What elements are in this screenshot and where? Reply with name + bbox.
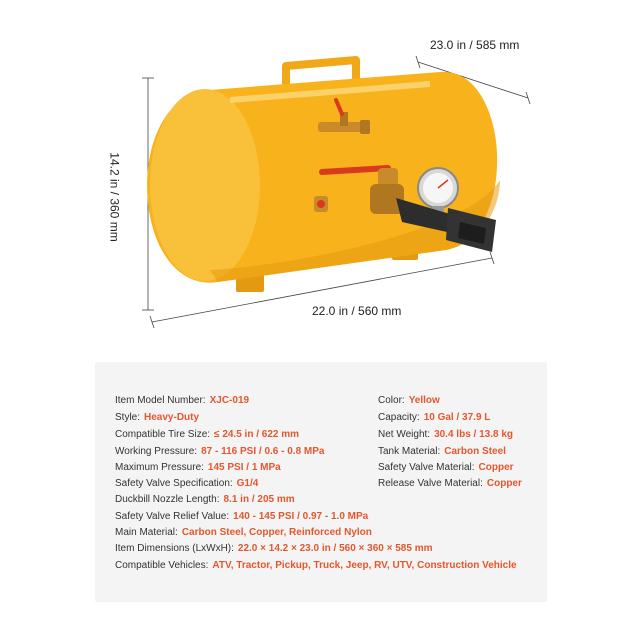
spec-label: Working Pressure: <box>115 446 198 457</box>
spec-row <box>115 395 249 407</box>
spec-row <box>378 462 514 474</box>
spec-label: Item Dimensions (LxWxH): <box>115 543 234 554</box>
spec-value: Copper <box>486 478 522 489</box>
spec-value: XJC-019 <box>209 395 250 406</box>
spec-row <box>115 543 433 555</box>
spec-label: Main Material: <box>115 527 178 538</box>
spec-row <box>115 478 258 490</box>
spec-label: Compatible Tire Size: <box>115 429 211 440</box>
spec-row <box>378 412 490 424</box>
spec-label: Item Model Number: <box>115 395 206 406</box>
spec-label: Capacity: <box>378 412 420 423</box>
spec-value: ATV, Tractor, Pickup, Truck, Jeep, RV, UTV, Construction Vehicle <box>212 560 517 571</box>
spec-label: Color: <box>378 395 405 406</box>
spec-value: 87 - 116 PSI / 0.6 - 0.8 MPa <box>201 446 325 457</box>
safety-valve <box>314 196 328 212</box>
spec-value: Heavy-Duty <box>144 412 200 423</box>
spec-value: Yellow <box>408 395 440 406</box>
spec-value: Copper <box>478 462 514 473</box>
spec-row <box>115 494 295 506</box>
spec-row <box>115 462 281 474</box>
spec-value: Carbon Steel <box>444 446 506 457</box>
depth-dimension-label: 23.0 in / 585 mm <box>430 38 520 52</box>
spec-row <box>378 478 522 490</box>
spec-row <box>115 446 324 458</box>
spec-row <box>378 395 440 407</box>
spec-row <box>115 429 299 441</box>
spec-value: ≤ 24.5 in / 622 mm <box>214 429 300 440</box>
spec-value: 145 PSI / 1 MPa <box>207 462 281 473</box>
spec-label: Safety Valve Relief Value: <box>115 511 230 522</box>
spec-label: Safety Valve Material: <box>378 462 475 473</box>
spec-label: Net Weight: <box>378 429 431 440</box>
spec-row <box>115 511 368 523</box>
spec-row <box>115 527 372 539</box>
spec-value: 8.1 in / 205 mm <box>223 494 295 505</box>
spec-value: 140 - 145 PSI / 0.97 - 1.0 MPa <box>233 511 369 522</box>
spec-value: Carbon Steel, Copper, Reinforced Nylon <box>181 527 372 538</box>
spec-row <box>378 446 506 458</box>
spec-row <box>378 429 513 441</box>
width-dimension-label: 22.0 in / 560 mm <box>312 304 402 318</box>
height-dimension-label: 14.2 in / 360 mm <box>107 152 122 242</box>
specification-card <box>95 362 547 602</box>
spec-label: Style: <box>115 412 141 423</box>
spec-label: Compatible Vehicles: <box>115 560 209 571</box>
spec-label: Release Valve Material: <box>378 478 483 489</box>
spec-label: Tank Material: <box>378 446 441 457</box>
spec-value: 22.0 × 14.2 × 23.0 in / 560 × 360 × 585 mm <box>237 543 433 554</box>
spec-label: Maximum Pressure: <box>115 462 204 473</box>
spec-row <box>115 412 199 424</box>
spec-label: Safety Valve Specification: <box>115 478 233 489</box>
spec-value: G1/4 <box>236 478 259 489</box>
spec-value: 10 Gal / 37.9 L <box>423 412 491 423</box>
spec-value: 30.4 lbs / 13.8 kg <box>434 429 513 440</box>
spec-label: Duckbill Nozzle Length: <box>115 494 220 505</box>
spec-row <box>115 560 517 572</box>
